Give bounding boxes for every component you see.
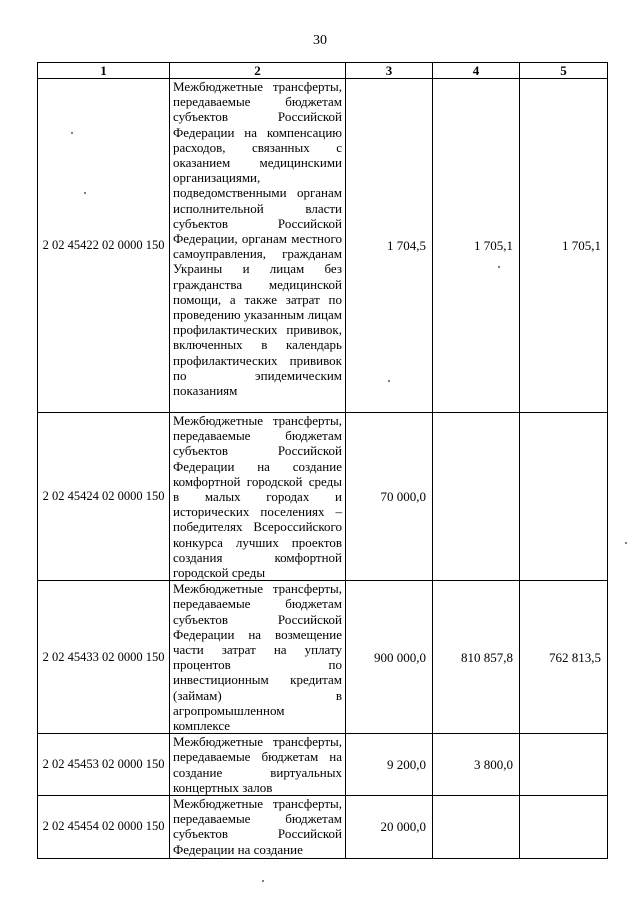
- scan-speck: [262, 880, 264, 882]
- amount-col4-cell: 810 857,8: [433, 581, 520, 734]
- amount-col4-cell: [433, 796, 520, 859]
- amount-col5-cell: [520, 796, 608, 859]
- amount-col3-cell: 70 000,0: [346, 413, 433, 581]
- description-cell: Межбюджетные трансферты, передаваемые бюджетам субъектов Российской Федерации на компенсацию расходов, связанных с оказанием медицинскими организациями, подведомственными органам исполнительной власти субъектов Российской Федерации, органам местного самоуправления, гражданам Украины и лицам без гражданства медицинской помощи, а также затрат по проведению указанным лицам профилактических прививок, включенных в календарь профилактических прививок по эпидемическим показаниям: [170, 79, 346, 413]
- description-cell: Межбюджетные трансферты, передаваемые бюджетам субъектов Российской Федерации на создание: [170, 796, 346, 859]
- amount-col3-cell: 900 000,0: [346, 581, 433, 734]
- scan-speck: [625, 542, 627, 544]
- column-header: 4: [433, 63, 520, 79]
- amount-col5-cell: [520, 734, 608, 796]
- scan-speck: [388, 380, 390, 382]
- amount-col5-cell: 1 705,1: [520, 79, 608, 413]
- description-cell: Межбюджетные трансферты, передаваемые бюджетам субъектов Российской Федерации на создание комфортной городской среды в малых городах и исторических поселениях – победителях Всероссийского конкурса лучших проектов создания комфортной городской среды: [170, 413, 346, 581]
- table-row: [38, 79, 608, 413]
- table-header-row: [38, 63, 608, 79]
- amount-col4-cell: 3 800,0: [433, 734, 520, 796]
- budget-code-cell: 2 02 45454 02 0000 150: [38, 796, 170, 859]
- table-row: [38, 413, 608, 581]
- table-row: [38, 734, 608, 796]
- scan-speck: [498, 266, 500, 268]
- table-row: [38, 796, 608, 859]
- amount-col5-cell: [520, 413, 608, 581]
- budget-code-cell: 2 02 45422 02 0000 150: [38, 79, 170, 413]
- amount-col4-cell: 1 705,1: [433, 79, 520, 413]
- table-row: [38, 581, 608, 734]
- amount-col4-cell: [433, 413, 520, 581]
- description-cell: Межбюджетные трансферты, передаваемые бюджетам субъектов Российской Федерации на возмещение части затрат на уплату процентов по инвестиционным кредитам (займам) в агропромышленном комплексе: [170, 581, 346, 734]
- budget-table: [37, 62, 608, 859]
- amount-col3-cell: 9 200,0: [346, 734, 433, 796]
- amount-col5-cell: 762 813,5: [520, 581, 608, 734]
- column-header: 1: [38, 63, 170, 79]
- budget-code-cell: 2 02 45424 02 0000 150: [38, 413, 170, 581]
- page-number: 30: [313, 33, 327, 48]
- description-cell: Межбюджетные трансферты, передаваемые бюджетам на создание виртуальных концертных залов: [170, 734, 346, 796]
- column-header: 3: [346, 63, 433, 79]
- amount-col3-cell: 20 000,0: [346, 796, 433, 859]
- budget-code-cell: 2 02 45433 02 0000 150: [38, 581, 170, 734]
- scan-speck: [71, 132, 73, 134]
- amount-col3-cell: 1 704,5: [346, 79, 433, 413]
- scan-speck: [84, 192, 86, 194]
- column-header: 2: [170, 63, 346, 79]
- budget-code-cell: 2 02 45453 02 0000 150: [38, 734, 170, 796]
- column-header: 5: [520, 63, 608, 79]
